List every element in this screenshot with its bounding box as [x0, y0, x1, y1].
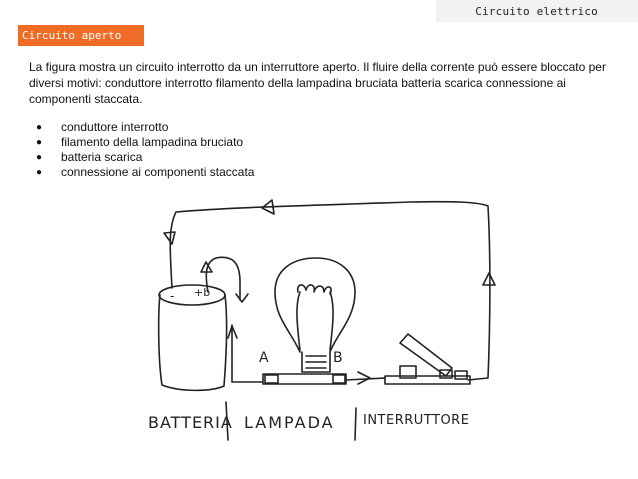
arrow-icon — [483, 273, 495, 285]
section-tag: Circuito aperto — [18, 25, 144, 46]
battery-label: BATTERIA — [148, 413, 233, 432]
list-item-text: connessione ai componenti staccata — [61, 165, 255, 179]
list-item-text: batteria scarica — [61, 150, 143, 164]
bullet-icon: ● — [36, 122, 43, 133]
switch-icon — [385, 334, 470, 384]
header-title: Circuito elettrico — [475, 5, 598, 18]
lamp-label: LAMPADA — [244, 413, 335, 432]
circuit-wire — [232, 325, 262, 382]
list-item-text: filamento della lampadina bruciato — [61, 135, 244, 149]
bullet-icon: ● — [36, 152, 43, 163]
battery-icon — [159, 285, 227, 390]
bullet-icon: ● — [36, 167, 43, 178]
terminal-b-label: B — [333, 350, 343, 366]
switch-label: INTERRUTTORE — [363, 413, 470, 428]
circuit-wire — [206, 257, 240, 300]
battery-plus-label: +b — [194, 286, 211, 299]
arrow-icon — [236, 294, 248, 302]
terminal-a-label: A — [259, 350, 269, 366]
description-text: La figura mostra un circuito interrotto da un interruttore aperto. Il fluire della corrente può essere bloccato per diversi motivi: conduttore interrotto filamento della lampadina bruciata batteria scarica connessione ai componenti staccata. — [29, 60, 606, 106]
divider — [355, 408, 356, 440]
arrow-icon — [358, 372, 370, 384]
list-item-text: conduttore interrotto — [61, 120, 169, 134]
bullet-icon: ● — [36, 137, 43, 148]
battery-minus-label: - — [170, 289, 175, 303]
